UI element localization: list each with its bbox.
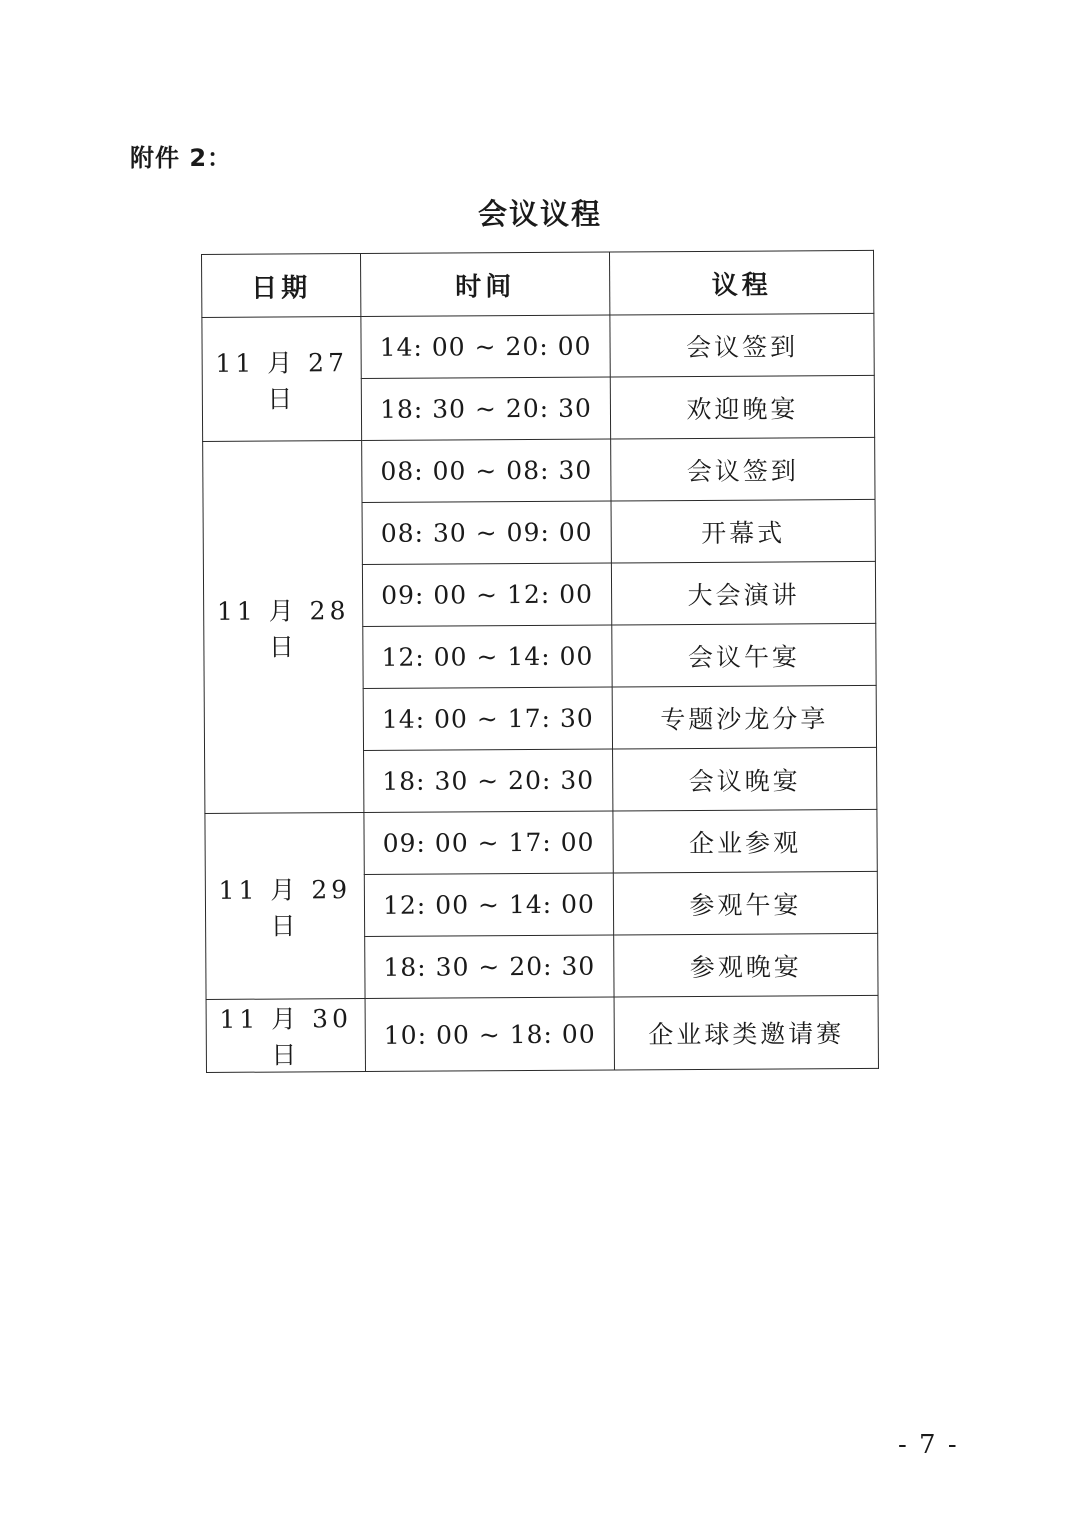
table-header-row xyxy=(202,250,874,317)
time-cell: 09: 00 ~ 12: 00 xyxy=(362,563,611,627)
time-cell: 14: 00 ~ 20: 00 xyxy=(361,315,610,379)
time-cell: 12: 00 ~ 14: 00 xyxy=(363,625,612,689)
date-cell: 11 月 29 日 xyxy=(205,813,365,1000)
agenda-table xyxy=(201,250,879,1073)
time-cell: 08: 30 ~ 09: 00 xyxy=(362,501,611,565)
page-title: 会议议程 xyxy=(477,197,602,231)
date-cell: 11 月 30 日 xyxy=(206,999,365,1073)
time-cell: 18: 30 ~ 20: 30 xyxy=(364,749,613,813)
time-cell: 12: 00 ~ 14: 00 xyxy=(364,873,613,937)
table-row xyxy=(206,995,878,1072)
time-cell: 18: 30 ~ 20: 30 xyxy=(365,935,614,999)
agenda-item-cell: 参观午宴 xyxy=(613,871,877,935)
table-row xyxy=(203,437,875,503)
time-cell: 10: 00 ~ 18: 00 xyxy=(365,997,614,1072)
table-row xyxy=(205,809,877,875)
time-cell: 18: 30 ~ 20: 30 xyxy=(361,377,610,441)
agenda-item-cell: 会议晚宴 xyxy=(613,747,877,811)
agenda-item-cell: 参观晚宴 xyxy=(614,933,878,997)
agenda-item-cell: 会议签到 xyxy=(610,313,874,377)
agenda-item-cell: 大会演讲 xyxy=(611,561,875,625)
agenda-item-cell: 会议午宴 xyxy=(612,623,876,687)
date-cell: 11 月 27 日 xyxy=(202,317,362,442)
time-cell: 09: 00 ~ 17: 00 xyxy=(364,811,613,875)
attachment-label: 附件 2： xyxy=(130,144,233,172)
time-cell: 14: 00 ~ 17: 30 xyxy=(363,687,612,751)
agenda-item-cell: 会议签到 xyxy=(611,437,875,501)
agenda-item-cell: 专题沙龙分享 xyxy=(612,685,876,749)
time-cell: 08: 00 ~ 08: 30 xyxy=(362,439,611,503)
date-cell: 11 月 28 日 xyxy=(203,441,364,814)
table-row xyxy=(202,313,874,379)
agenda-item-cell: 企业参观 xyxy=(613,809,877,873)
agenda-item-cell: 欢迎晚宴 xyxy=(610,375,874,439)
header-time: 时间 xyxy=(361,252,610,317)
agenda-item-cell: 企业球类邀请赛 xyxy=(614,995,878,1070)
agenda-item-cell: 开幕式 xyxy=(611,499,875,563)
header-agenda: 议程 xyxy=(609,250,873,315)
page-number: - 7 - xyxy=(898,1430,959,1460)
header-date: 日期 xyxy=(202,254,361,318)
